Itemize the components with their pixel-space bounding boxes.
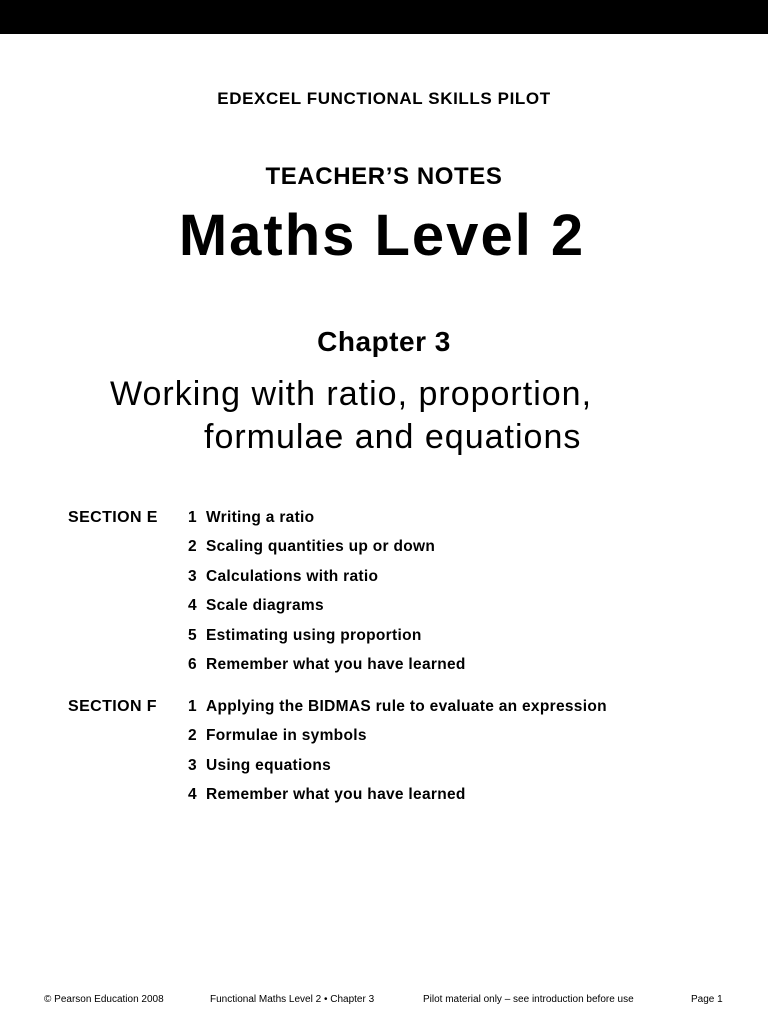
topic-label: Remember what you have learned — [206, 786, 466, 804]
topic-number: 6 — [188, 655, 197, 673]
list-item — [188, 656, 466, 685]
topic-label: Writing a ratio — [206, 509, 315, 526]
list-item — [188, 786, 607, 815]
section-f-name: SECTION F — [68, 698, 157, 715]
top-black-bar — [0, 0, 768, 34]
topic-number: 1 — [188, 698, 197, 715]
list-item — [188, 757, 607, 786]
topic-label: Applying the BIDMAS rule to evaluate an expression — [206, 698, 607, 715]
topic-label: Using equations — [206, 756, 332, 774]
list-item — [188, 627, 466, 656]
topic-number: 4 — [188, 597, 197, 615]
list-item — [188, 538, 466, 567]
topic-label: Scale diagrams — [206, 597, 324, 615]
topic-label: Remember what you have learned — [206, 655, 466, 673]
topic-number: 2 — [188, 538, 197, 556]
chapter-title-line-1: Working with ratio, proportion, — [110, 375, 593, 413]
teachers-notes-heading: TEACHER’S NOTES — [265, 163, 503, 190]
topic-label: Scaling quantities up or down — [206, 538, 436, 556]
list-item — [188, 597, 466, 626]
footer-document-title: Functional Maths Level 2 • Chapter 3 — [210, 994, 375, 1005]
topic-number: 2 — [188, 727, 197, 745]
list-item — [188, 509, 466, 538]
footer-pilot-notice: Pilot material only – see introduction before use — [423, 994, 634, 1005]
main-title: Maths Level 2 — [178, 203, 586, 268]
topic-label: Formulae in symbols — [206, 727, 367, 745]
section-f-topic-list — [188, 698, 607, 816]
footer-page-number: Page 1 — [691, 994, 723, 1005]
topic-number: 5 — [188, 626, 197, 644]
list-item — [188, 727, 607, 756]
topic-label: Calculations with ratio — [206, 567, 379, 585]
chapter-label: Chapter 3 — [317, 326, 451, 357]
list-item — [188, 698, 607, 727]
topic-number: 4 — [188, 786, 197, 804]
topic-number: 3 — [188, 567, 197, 585]
section-e-topic-list — [188, 509, 466, 685]
footer-copyright: © Pearson Education 2008 — [44, 994, 164, 1005]
topic-number: 3 — [188, 756, 197, 774]
list-item — [188, 568, 466, 597]
pilot-header: EDEXCEL FUNCTIONAL SKILLS PILOT — [217, 89, 551, 108]
topic-label: Estimating using proportion — [206, 626, 422, 644]
chapter-title-line-2: formulae and equations — [204, 418, 582, 456]
chapter-title — [110, 373, 592, 459]
section-e-name: SECTION E — [68, 509, 158, 526]
topic-number: 1 — [188, 509, 197, 526]
